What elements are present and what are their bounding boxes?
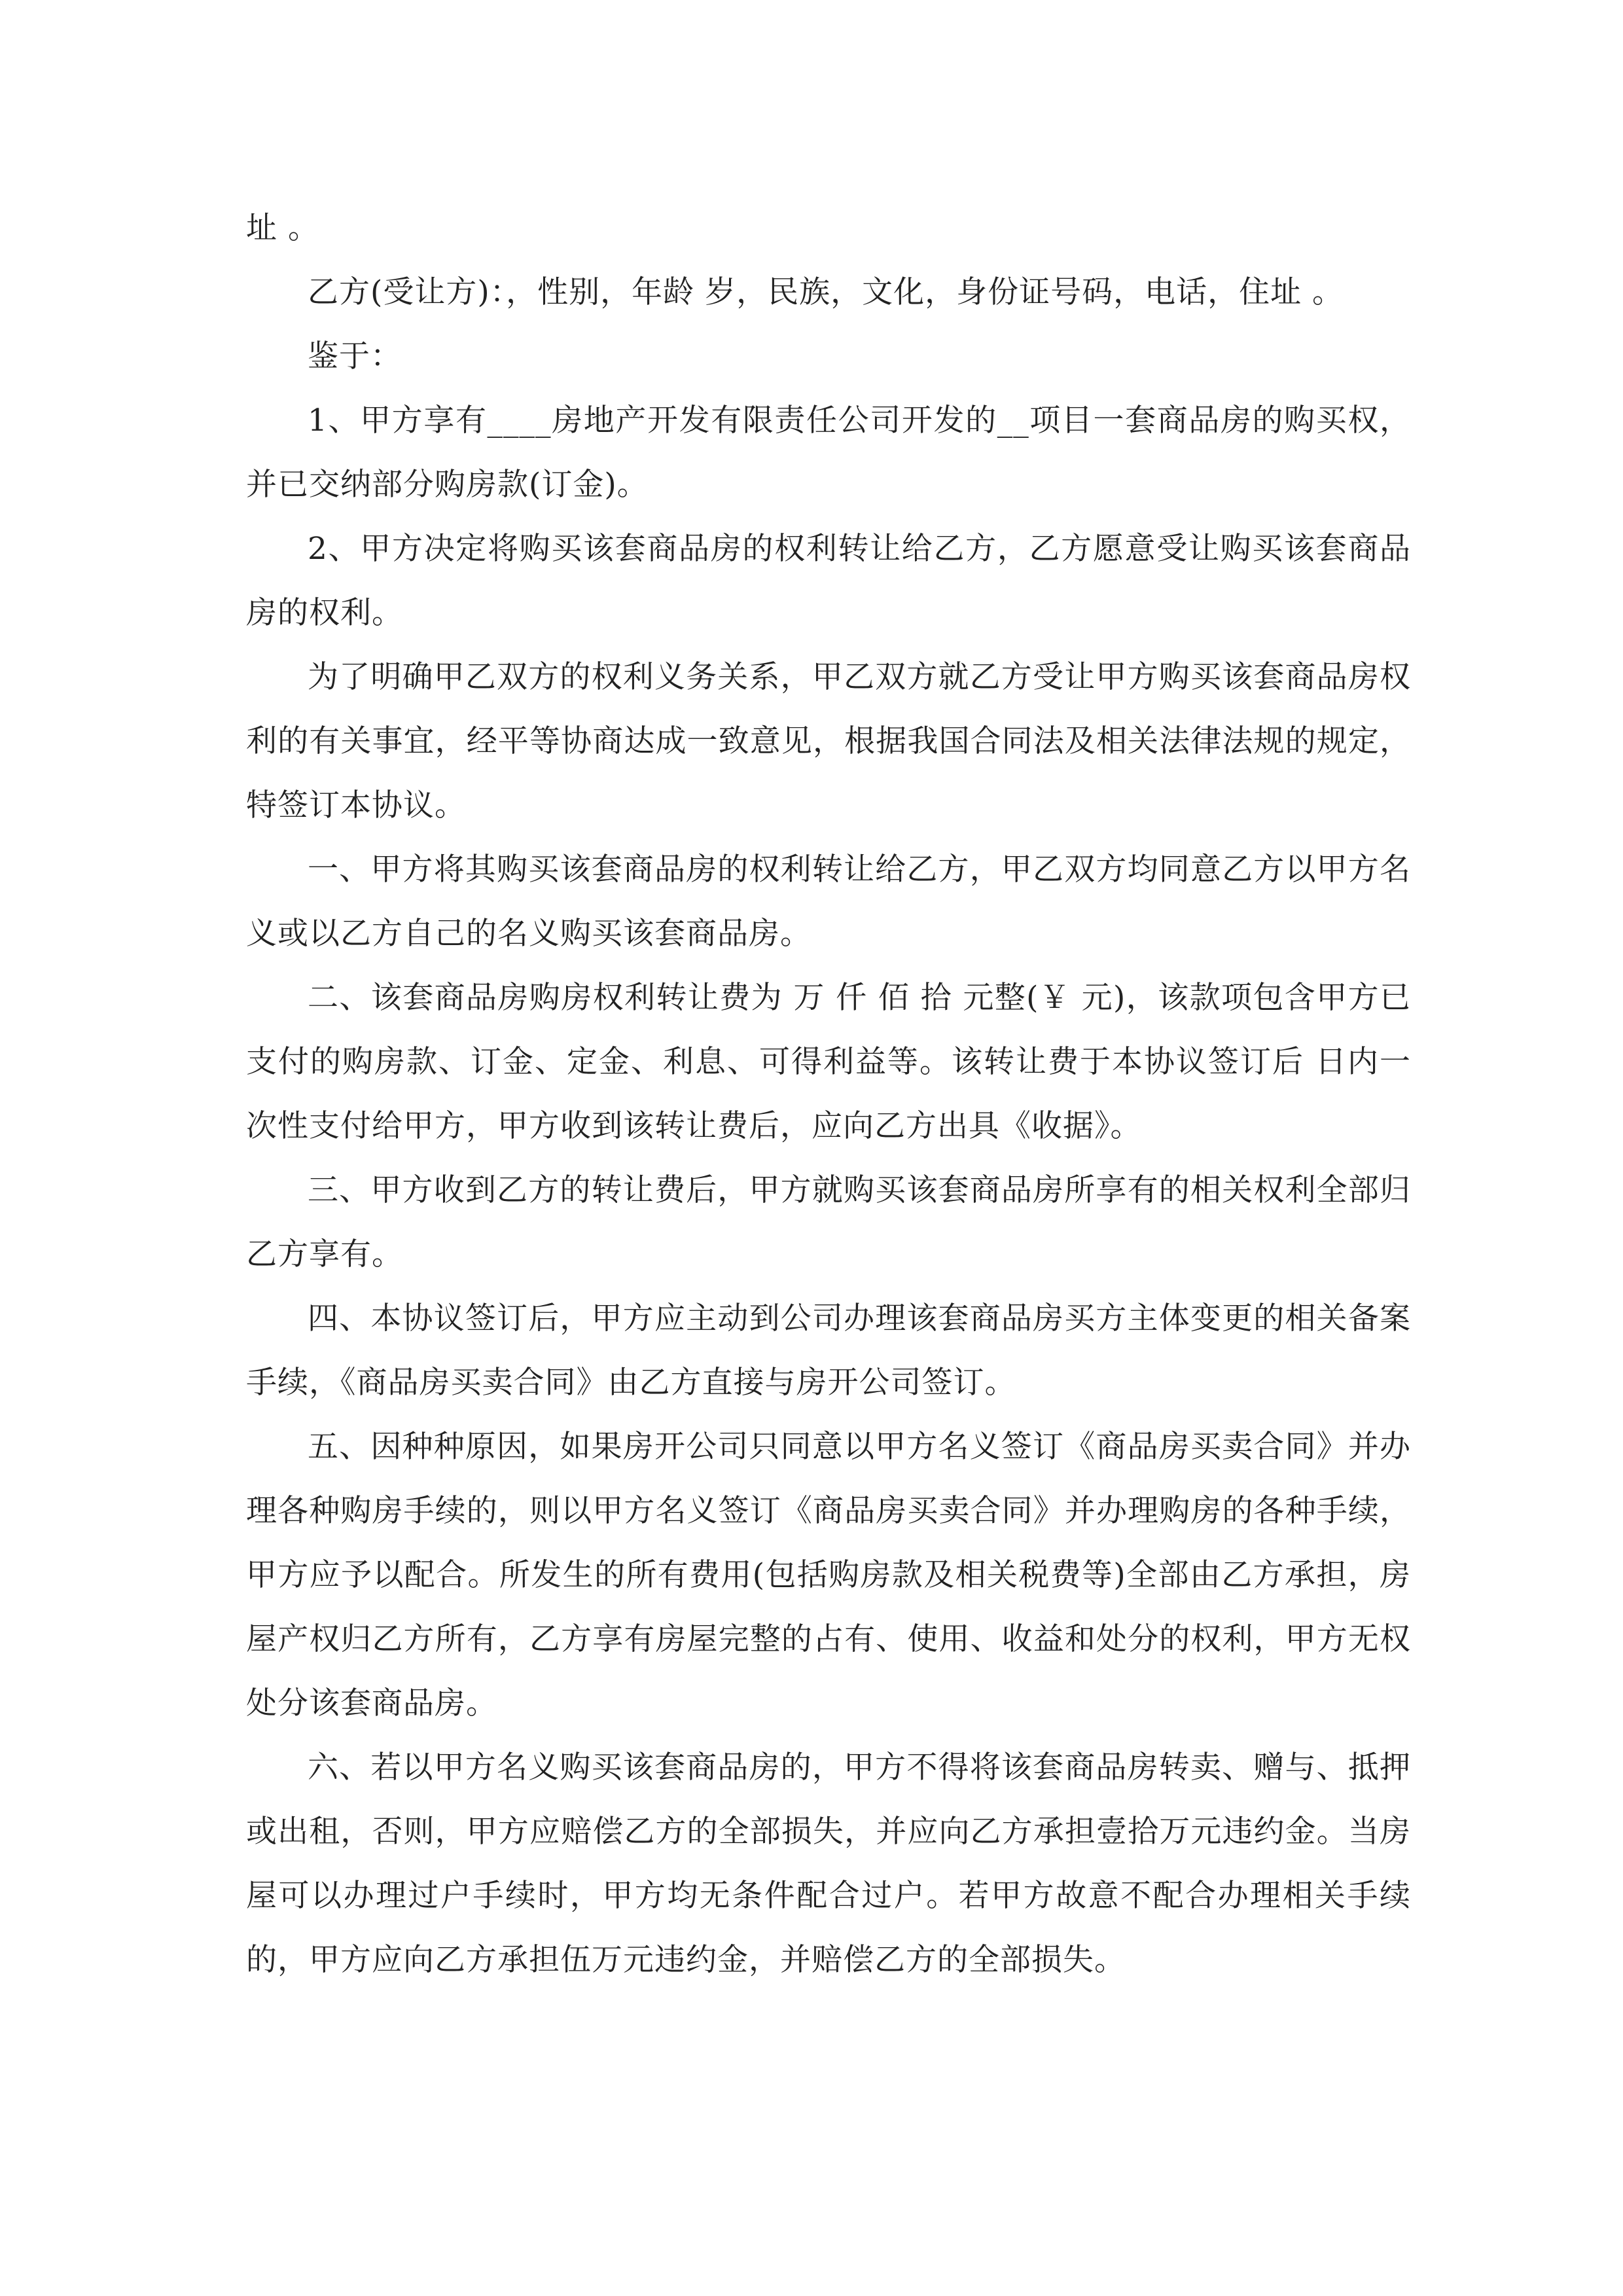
paragraph-clause-1: 一、甲方将其购买该套商品房的权利转让给乙方，甲乙双方均同意乙方以甲方名义或以乙方自己的名义购买该套商品房。 <box>246 852 1411 952</box>
paragraph-party-b: 乙方(受让方)：，性别，年龄 岁，民族，文化，身份证号码，电话，住址 。 <box>308 274 1344 310</box>
paragraph-clause-3: 三、甲方收到乙方的转让费后，甲方就购买该套商品房所享有的相关权利全部归乙方享有。 <box>246 1172 1411 1272</box>
paragraph-address-continuation: 址 。 <box>246 210 319 246</box>
paragraph-whereas-2: 2、甲方决定将购买该套商品房的权利转让给乙方，乙方愿意受让购买该套商品房的权利。 <box>246 531 1411 631</box>
paragraph-whereas: 鉴于： <box>308 338 402 374</box>
paragraph-clause-2: 二、该套商品房购房权利转让费为 万 仟 佰 拾 元整(￥ 元)，该款项包含甲方已支付的购房款、订金、定金、利息、可得利益等。该转让费于本协议签订后 日内一次性支付给甲方，甲方收到该转让费后，应向乙方出具《收据》。 <box>246 980 1411 1144</box>
paragraph-clause-4: 四、本协议签订后，甲方应主动到公司办理该套商品房买方主体变更的相关备案手续，《商品房买卖合同》由乙方直接与房开公司签订。 <box>246 1300 1411 1401</box>
paragraph-whereas-1: 1、甲方享有____房地产开发有限责任公司开发的__项目一套商品房的购买权，并已交纳部分购房款(订金)。 <box>246 403 1411 503</box>
paragraph-clause-6: 六、若以甲方名义购买该套商品房的，甲方不得将该套商品房转卖、赠与、抵押或出租，否则，甲方应赔偿乙方的全部损失，并应向乙方承担壹拾万元违约金。当房屋可以办理过户手续时，甲方均无条件配合过户。若甲方故意不配合办理相关手续的，甲方应向乙方承担伍万元违约金，并赔偿乙方的全部损失。 <box>246 1749 1411 1978</box>
document-body <box>246 196 1411 1992</box>
paragraph-purpose: 为了明确甲乙双方的权利义务关系，甲乙双方就乙方受让甲方购买该套商品房权利的有关事宜，经平等协商达成一致意见，根据我国合同法及相关法律法规的规定，特签订本协议。 <box>246 659 1411 823</box>
paragraph-clause-5: 五、因种种原因，如果房开公司只同意以甲方名义签订《商品房买卖合同》并办理各种购房手续的，则以甲方名义签订《商品房买卖合同》并办理购房的各种手续，甲方应予以配合。所发生的所有费用(包括购房款及相关税费等)全部由乙方承担，房屋产权归乙方所有，乙方享有房屋完整的占有、使用、收益和处分的权利，甲方无权处分该套商品房。 <box>246 1429 1411 1721</box>
